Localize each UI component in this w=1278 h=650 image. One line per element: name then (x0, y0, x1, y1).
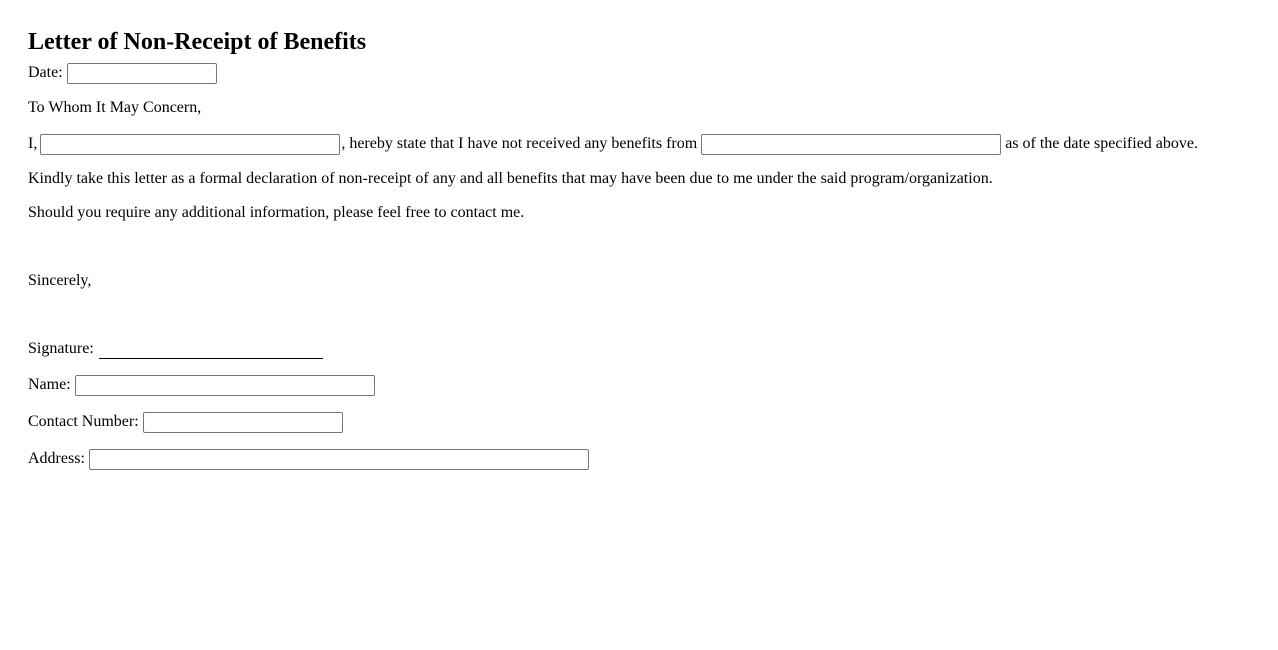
address-label: Address: (28, 450, 85, 467)
declaration-row (28, 169, 1258, 189)
declaration-text: Kindly take this letter as a formal declaration of non-receipt of any and all benefits that may have been due to me under the said program/organization. (28, 170, 993, 187)
address-input[interactable] (89, 449, 589, 470)
sign-off-text: Sincerely, (28, 272, 92, 289)
statement-middle: , hereby state that I have not received any benefits from (341, 135, 698, 152)
contact-number-row (28, 411, 1258, 433)
statement-suffix: as of the date specified above. (1005, 135, 1198, 152)
statement-row (28, 133, 1258, 155)
date-input[interactable] (67, 63, 217, 84)
statement-prefix: I, (28, 135, 38, 152)
address-row (28, 448, 1258, 470)
contact-number-label: Contact Number: (28, 413, 139, 430)
sign-off-row (28, 271, 1258, 291)
greeting-text: To Whom It May Concern, (28, 99, 202, 116)
greeting-row (28, 98, 1258, 118)
name-input[interactable] (75, 375, 375, 396)
closing-request-row (28, 203, 1258, 223)
signature-label: Signature: (28, 340, 94, 357)
closing-request-text: Should you require any additional information, please feel free to contact me. (28, 204, 525, 221)
name-label: Name: (28, 376, 71, 393)
date-label: Date: (28, 64, 63, 81)
signature-line (99, 342, 323, 359)
signature-row (28, 339, 1258, 359)
page-title: Letter of Non-Receipt of Benefits (28, 29, 367, 55)
date-row (28, 62, 1258, 84)
contact-number-input[interactable] (143, 412, 343, 433)
benefit-source-input[interactable] (701, 134, 1001, 155)
name-row (28, 374, 1258, 396)
declarant-name-input[interactable] (40, 134, 340, 155)
